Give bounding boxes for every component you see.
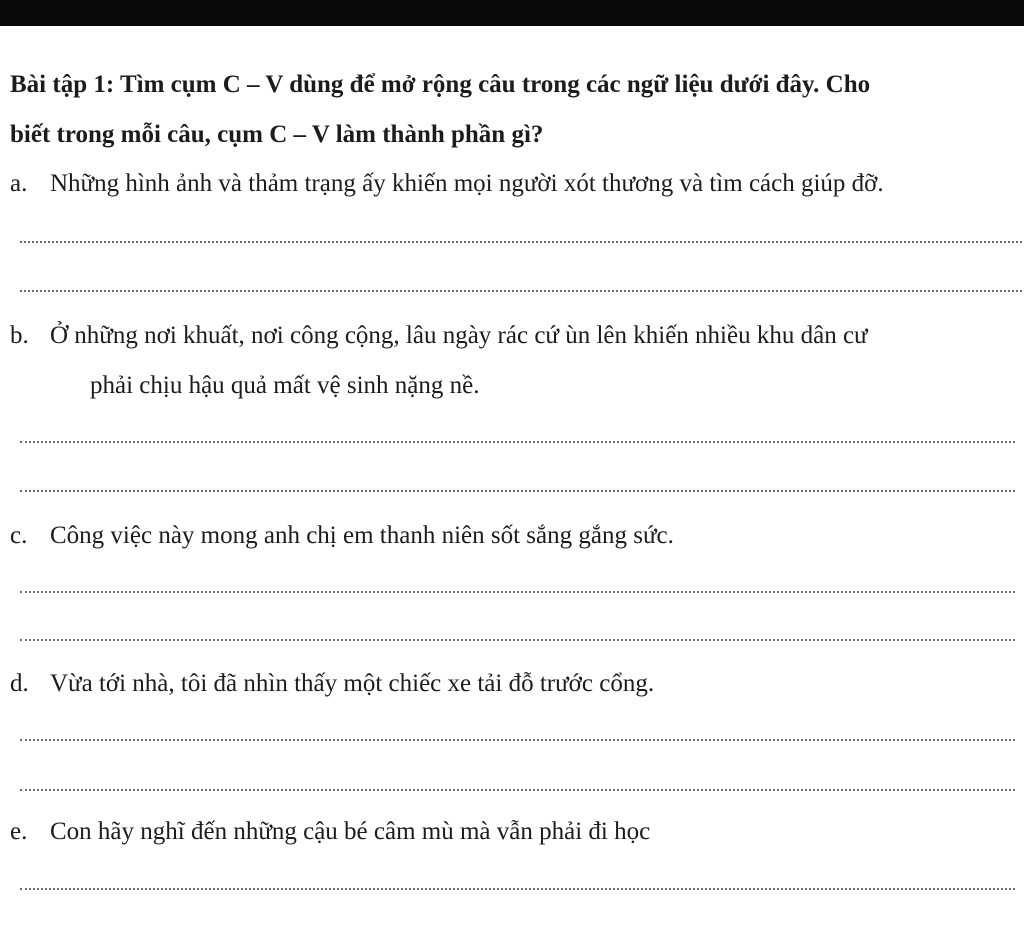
answer-line[interactable] [20,441,1015,443]
answer-line[interactable] [20,639,1015,641]
item-sentence: Những hình ảnh và thảm trạng ấy khiến mọi người xót thương và tìm cách giúp đỡ. [50,170,884,197]
answer-line[interactable] [20,591,1015,593]
answer-line[interactable] [20,290,1024,292]
item-label: d. [10,670,29,697]
answer-line[interactable] [20,241,1024,243]
item-sentence: Con hãy nghĩ đến những cậu bé câm mù mà vẫn phải đi học [50,818,651,845]
item-label: a. [10,170,28,197]
answer-line[interactable] [20,739,1015,741]
item-sentence: Vừa tới nhà, tôi đã nhìn thấy một chiếc xe tải đỗ trước cổng. [50,670,655,697]
item-sentence-continued: phải chịu hậu quả mất vệ sinh nặng nề. [90,372,480,399]
item-label: c. [10,522,28,549]
top-black-bar [0,0,1024,26]
exercise-item-a [10,170,884,198]
exercise-item-c [10,522,674,550]
exercise-item-b [10,322,868,400]
item-sentence: Công việc này mong anh chị em thanh niên sốt sắng gắng sức. [50,522,674,549]
answer-line[interactable] [20,888,1015,890]
answer-line[interactable] [20,490,1015,492]
exercise-title-line-2: biết trong mỗi câu, cụm C – V làm thành phần gì? [10,121,544,148]
item-label: e. [10,818,28,845]
answer-line[interactable] [20,789,1015,791]
exercise-title-line-1: Bài tập 1: Tìm cụm C – V dùng để mở rộng câu trong các ngữ liệu dưới đây. Cho [10,71,871,98]
exercise-item-e [10,818,650,846]
exercise-item-d [10,670,654,698]
item-label: b. [10,322,29,349]
item-sentence: Ở những nơi khuất, nơi công cộng, lâu ngày rác cứ ùn lên khiến nhiều khu dân cư [50,322,868,349]
